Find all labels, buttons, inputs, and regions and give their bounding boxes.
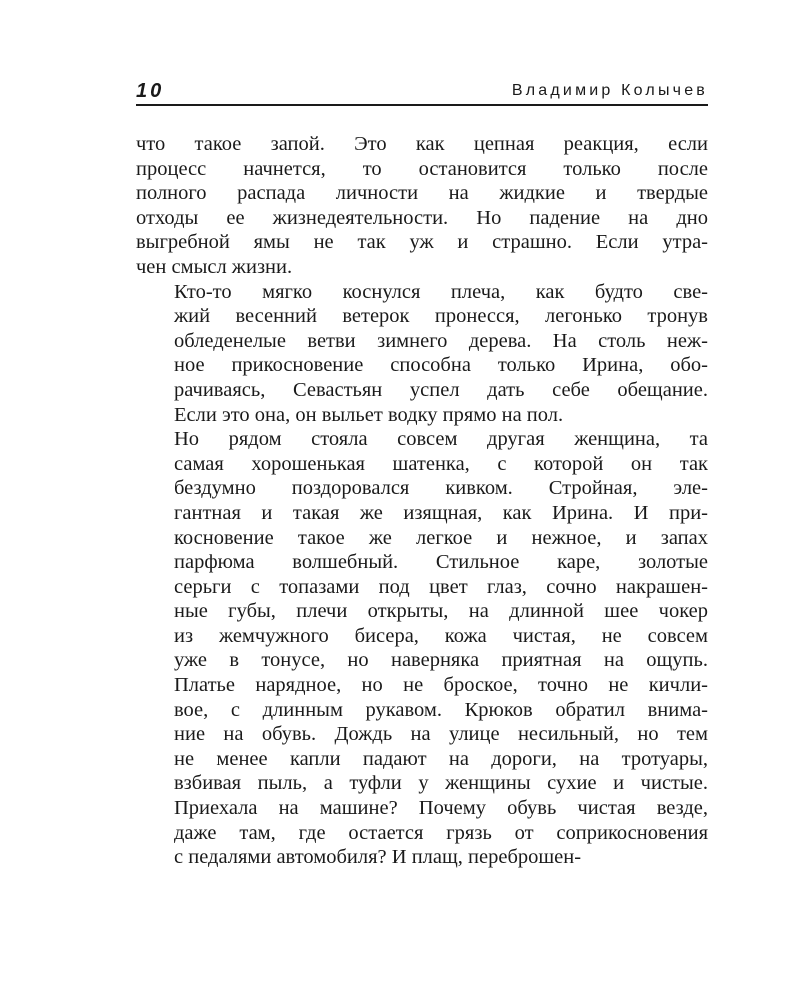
text-line: отходы ее жизнедеятельности. Но падение на дно (136, 206, 708, 229)
text-line: бездумно поздоровался кивком. Стройная, эле- (174, 477, 708, 500)
text-line: уже в тонусе, но наверняка приятная на ощупь. (174, 649, 708, 672)
body-text (136, 132, 708, 870)
text-line: ние на обувь. Дождь на улице несильный, но тем (174, 723, 708, 746)
text-line: с педалями автомобиля? И плащ, переброшен- (174, 846, 582, 869)
text-line: обледенелые ветви зимнего дерева. На столь неж- (174, 329, 708, 352)
paragraph (136, 280, 708, 428)
text-line: чен смысл жизни. (136, 255, 293, 278)
text-line: из жемчужного бисера, кожа чистая, не совсем (174, 624, 708, 647)
text-line: Если это она, он выльет водку прямо на пол. (174, 403, 564, 426)
book-page (136, 78, 708, 870)
text-line: Кто-то мягко коснулся плеча, как будто све- (174, 280, 708, 303)
text-line: взбивая пыль, а туфли у женщины сухие и чистые. (174, 772, 708, 795)
paragraph (136, 427, 708, 870)
text-line: даже там, где остается грязь от соприкосновения (174, 821, 708, 844)
text-line: Приехала на машине? Почему обувь чистая везде, (174, 797, 708, 820)
text-line: Но рядом стояла совсем другая женщина, та (174, 428, 708, 451)
text-line: полного распада личности на жидкие и твердые (136, 182, 708, 205)
text-line: ные губы, плечи открыты, на длинной шее чокер (174, 600, 708, 623)
text-line: процесс начнется, то остановится только после (136, 157, 708, 180)
text-line: вое, с длинным рукавом. Крюков обратил внима- (174, 698, 708, 721)
text-line: серьги с топазами под цвет глаз, сочно накрашен- (174, 575, 708, 598)
text-line: рачиваясь, Севастьян успел дать себе обещание. (174, 378, 708, 401)
text-line: что такое запой. Это как цепная реакция, если (136, 133, 708, 155)
page-number: 10 (136, 80, 165, 102)
text-line: гантная и такая же изящная, как Ирина. И при- (174, 501, 708, 524)
author-name: Владимир Колычев (511, 82, 708, 99)
text-line: самая хорошенькая шатенка, с которой он так (174, 452, 708, 475)
running-header (136, 78, 708, 106)
text-line: ное прикосновение способна только Ирина, обо- (174, 354, 708, 377)
text-line: Платье нарядное, но не броское, точно не кичли- (174, 674, 708, 697)
text-line: выгребной ямы не так уж и страшно. Если утра- (136, 231, 708, 254)
text-line: не менее капли падают на дороги, на тротуары, (174, 747, 708, 770)
paragraph (136, 132, 708, 280)
text-line: жий весенний ветерок пронесся, легонько тронув (174, 305, 708, 328)
text-line: парфюма волшебный. Стильное каре, золотые (174, 551, 708, 574)
text-line: косновение такое же легкое и нежное, и запах (174, 526, 708, 549)
